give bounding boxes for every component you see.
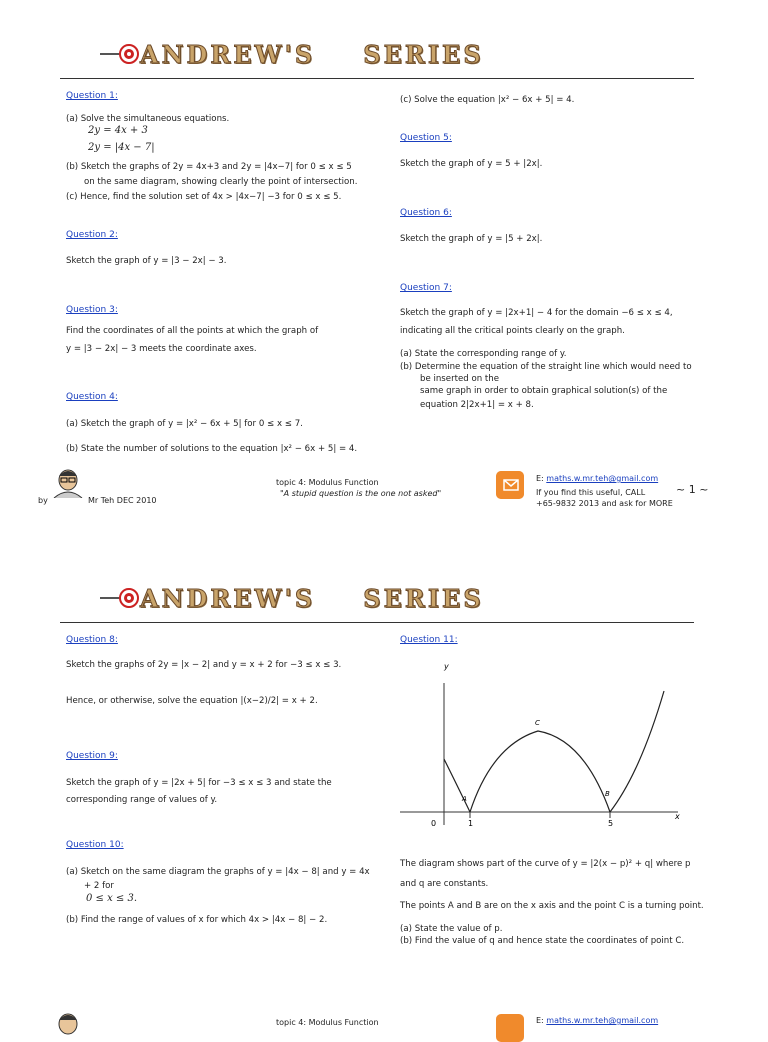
q11-text-3: The points A and B are on the x axis and the point C is a turning point. (400, 901, 704, 911)
q3-text-2: y = |3 − 2x| − 3 meets the coordinate axes. (66, 344, 257, 354)
q9-text-2: corresponding range of values of y. (66, 795, 218, 805)
q7-part-b-3: same graph in order to obtain graphical solution(s) of the (420, 386, 668, 396)
question-3-heading: Question 3: (66, 305, 118, 315)
question-8-heading: Question 8: (66, 635, 118, 645)
origin-label: 0 (431, 819, 437, 828)
question-9-heading: Question 9: (66, 751, 118, 761)
author-cartoon-icon (50, 468, 86, 498)
question-1-heading: Question 1: (66, 91, 118, 101)
q9-text-1: Sketch the graph of y = |2x + 5| for −3 ≤ x ≤ 3 and state the (66, 778, 332, 788)
q10-part-a-2: + 2 for (84, 881, 114, 891)
q1-equation-2: 2y = |4x − 7| (88, 142, 155, 153)
q1-equation-1: 2y = 4x + 3 (88, 125, 148, 136)
header-rule-2 (60, 622, 694, 623)
q4-part-b: (b) State the number of solutions to the equation |x² − 6x + 5| = 4. (66, 444, 358, 454)
tick-label-1: 1 (468, 819, 474, 828)
header-rule (60, 78, 694, 79)
mail-icon (496, 471, 524, 499)
q1-part-b: (b) Sketch the graphs of 2y = 4x+3 and 2y = |4x−7| for 0 ≤ x ≤ 5 (66, 162, 352, 172)
tick-label-5: 5 (608, 819, 614, 828)
y-axis-label: y (444, 662, 449, 671)
question-11-heading: Question 11: (400, 635, 458, 645)
q8-text-1: Sketch the graphs of 2y = |x − 2| and y = x + 2 for −3 ≤ x ≤ 3. (66, 660, 342, 670)
q7-part-b: (b) Determine the equation of the straight line which would need to (400, 362, 692, 372)
header-banner-2 (100, 582, 635, 614)
page-number: ~ 1 ~ (676, 483, 709, 496)
point-a-label: A (462, 795, 467, 803)
mail-icon (496, 1014, 524, 1042)
q11-part-a: (a) State the value of p. (400, 924, 503, 934)
footer-email-link[interactable]: maths.w.mr.teh@gmail.com (546, 474, 659, 483)
banner-word-andrews: ANDREW'S (140, 583, 316, 613)
question-6-heading: Question 6: (400, 208, 452, 218)
q10-part-b: (b) Find the range of values of x for which 4x > |4x − 8| − 2. (66, 915, 328, 925)
footer-call-2: +65-9832 2013 and ask for MORE (536, 499, 673, 508)
x-axis-label: x (675, 812, 680, 821)
q7-text-2: indicating all the critical points clearly on the graph. (400, 326, 625, 336)
q10-part-a: (a) Sketch on the same diagram the graphs of y = |4x − 8| and y = 4x (66, 867, 370, 877)
question-7-heading: Question 7: (400, 283, 452, 293)
q6-text: Sketch the graph of y = |5 + 2x|. (400, 234, 543, 244)
footer-call-1: If you find this useful, CALL (536, 488, 646, 497)
question-2-heading: Question 2: (66, 230, 118, 240)
footer-topic-2: topic 4: Modulus Function (276, 1018, 379, 1027)
q2-text: Sketch the graph of y = |3 − 2x| − 3. (66, 256, 227, 266)
q1-part-a: (a) Solve the simultaneous equations. (66, 114, 230, 124)
footer-email-link[interactable]: maths.w.mr.teh@gmail.com (546, 1016, 659, 1025)
q1-part-b-cont: on the same diagram, showing clearly the point of intersection. (84, 177, 358, 187)
footer-by: by (38, 496, 48, 505)
banner-word-series: SERIES (363, 39, 484, 69)
author-cartoon-icon (50, 1012, 86, 1042)
q8-text-2: Hence, or otherwise, solve the equation |(x−2)/2| = x + 2. (66, 696, 318, 706)
banner-word-andrews: ANDREW'S (140, 39, 316, 69)
target-arrow-icon (100, 43, 140, 65)
footer-author: Mr Teh DEC 2010 (88, 496, 157, 505)
q11-graph (396, 655, 696, 835)
q7-text-1: Sketch the graph of y = |2x+1| − 4 for the domain −6 ≤ x ≤ 4, (400, 308, 673, 318)
target-arrow-icon (100, 587, 140, 609)
question-10-heading: Question 10: (66, 840, 124, 850)
q10-part-a-3: 0 ≤ x ≤ 3. (86, 893, 138, 904)
q3-text-1: Find the coordinates of all the points at which the graph of (66, 326, 319, 336)
footer-email-label: E: (536, 1016, 544, 1025)
q7-part-b-2: be inserted on the (420, 374, 499, 384)
question-5-heading: Question 5: (400, 133, 452, 143)
q7-part-b-4: equation 2|2x+1| = x + 8. (420, 400, 534, 410)
q5-text: Sketch the graph of y = 5 + |2x|. (400, 159, 543, 169)
header-banner (100, 38, 635, 70)
q4-part-c: (c) Solve the equation |x² − 6x + 5| = 4. (400, 95, 575, 105)
q11-text-1: The diagram shows part of the curve of y = |2(x − p)² + q| where p (400, 859, 691, 869)
q11-part-b: (b) Find the value of q and hence state the coordinates of point C. (400, 936, 685, 946)
q1-part-c: (c) Hence, find the solution set of 4x > |4x−7| −3 for 0 ≤ x ≤ 5. (66, 192, 342, 202)
q4-part-a: (a) Sketch the graph of y = |x² − 6x + 5| for 0 ≤ x ≤ 7. (66, 419, 303, 429)
footer-topic: topic 4: Modulus Function (276, 478, 379, 487)
curve (444, 691, 664, 812)
footer-email-label: E: (536, 474, 544, 483)
point-c-label: C (535, 719, 540, 727)
footer-email-row (536, 474, 658, 483)
point-b-label: B (605, 790, 610, 798)
q11-text-2: and q are constants. (400, 879, 489, 889)
q7-part-a: (a) State the corresponding range of y. (400, 349, 567, 359)
question-4-heading: Question 4: (66, 392, 118, 402)
banner-word-series: SERIES (363, 583, 484, 613)
footer-quote: "A stupid question is the one not asked" (280, 489, 442, 498)
